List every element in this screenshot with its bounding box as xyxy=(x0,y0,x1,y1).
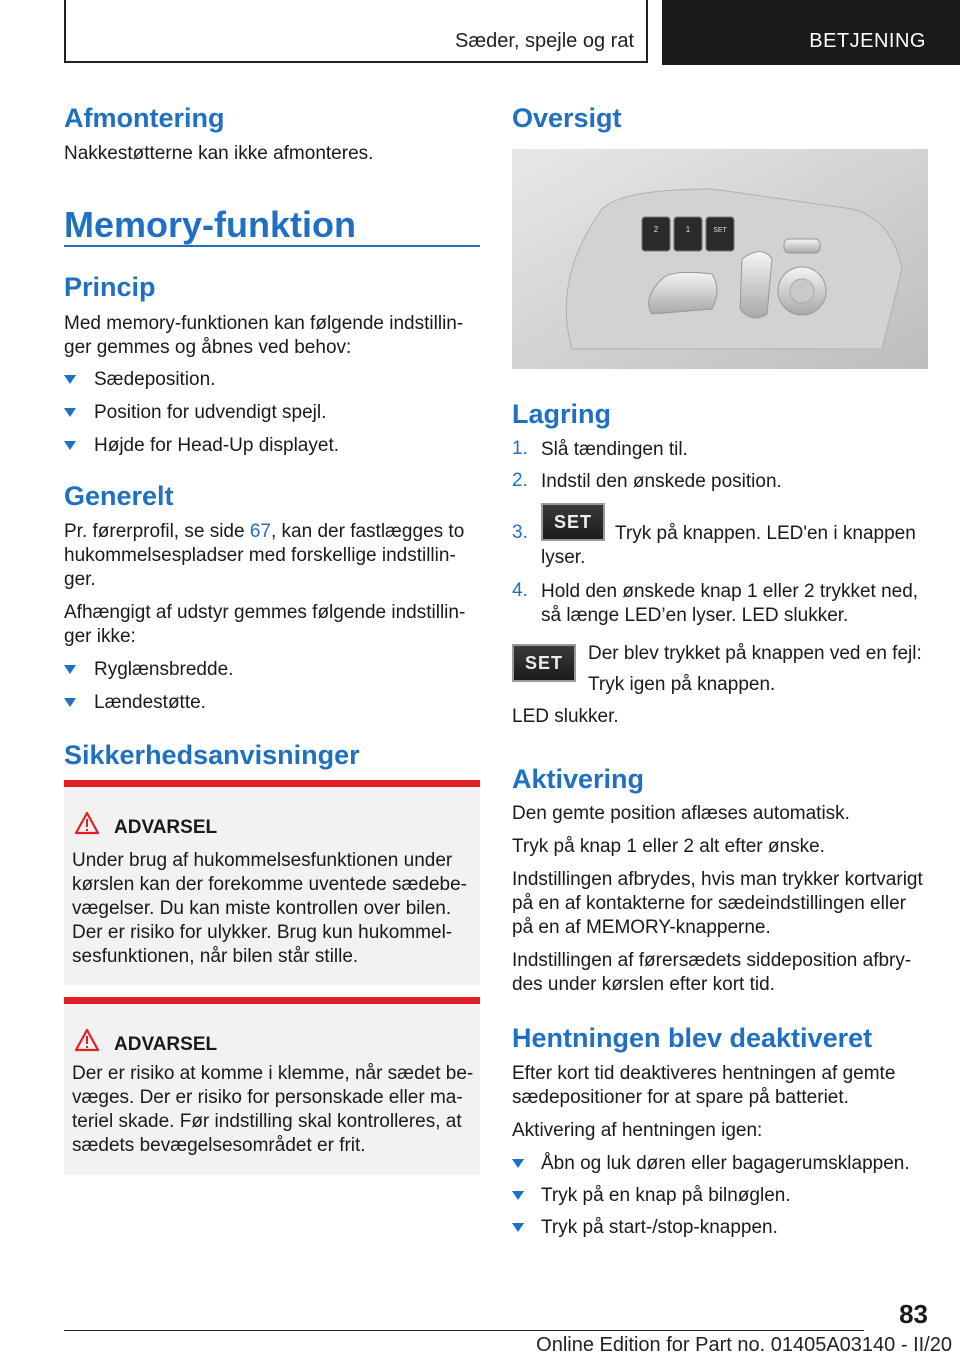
footer-rule xyxy=(64,1330,864,1331)
heading-rule xyxy=(64,245,480,247)
generelt-text-2: hukommelsespladser med forskellige indstillin- xyxy=(64,545,456,566)
section-label: BETJENING xyxy=(809,30,926,52)
bullet-arrow-icon xyxy=(512,1159,524,1168)
aktivering-line: Tryk på knap 1 eller 2 alt efter ønske. xyxy=(512,836,825,857)
step-number: 1. xyxy=(512,438,528,459)
warning-line: sesfunktionen, når bilen står stille. xyxy=(72,946,359,967)
bullet-arrow-icon xyxy=(64,698,76,707)
warning-box xyxy=(64,997,480,1175)
generelt-item: Ryglænsbredde. xyxy=(94,659,234,680)
aktivering-line: Den gemte position aflæses automatisk. xyxy=(512,803,850,824)
aktivering-heading: Aktivering xyxy=(512,764,645,794)
aktivering-line: Indstillingen af førersædets siddeposition afbry- xyxy=(512,950,912,971)
princip-item: Position for udvendigt spejl. xyxy=(94,402,327,423)
page-reference-link[interactable]: 67 xyxy=(249,521,271,542)
deaktiveret-item: Åbn og luk døren eller bagagerumsklappen. xyxy=(541,1153,910,1174)
warning-box xyxy=(64,780,480,985)
memory-button-1-label: 1 xyxy=(685,225,691,234)
chapter-title: Sæder, spejle og rat xyxy=(455,30,634,52)
aktivering-line: på en af kontakterne for sædeindstillingen eller xyxy=(512,893,906,914)
step-number: 4. xyxy=(512,580,528,601)
princip-item: Sædeposition. xyxy=(94,369,216,390)
bullet-arrow-icon xyxy=(64,375,76,384)
warning-line: sædets bevægelsesområdet er frit. xyxy=(72,1135,366,1156)
deaktiveret-line: sædepositioner for at spare på batteriet. xyxy=(512,1087,849,1108)
bullet-arrow-icon xyxy=(512,1191,524,1200)
princip-item: Højde for Head-Up displayet. xyxy=(94,435,339,456)
generelt-text-1b: , kan der fastlægges to xyxy=(270,521,465,542)
set-note-2: Tryk igen på knappen. xyxy=(588,674,776,695)
deaktiveret-line: Aktivering af hentningen igen: xyxy=(512,1120,763,1141)
led-off-text: LED slukker. xyxy=(512,706,619,727)
generelt-text-4: Afhængigt af udstyr gemmes følgende indstillin- xyxy=(64,602,466,623)
bullet-arrow-icon xyxy=(64,665,76,674)
deaktiveret-item: Tryk på en knap på bilnøglen. xyxy=(541,1185,791,1206)
step-text: Hold den ønskede knap 1 eller 2 trykket ned, xyxy=(541,581,919,602)
deaktiveret-item: Tryk på start-/stop-knappen. xyxy=(541,1217,778,1238)
warning-line: Under brug af hukommelsesfunktionen under xyxy=(72,850,453,871)
seat-controls-illustration xyxy=(512,149,928,369)
edition-text: Online Edition for Part no. 01405A03140 - II/20 xyxy=(536,1334,952,1356)
lagring-heading: Lagring xyxy=(512,399,611,429)
aktivering-line: Indstillingen afbrydes, hvis man trykker kortvarigt xyxy=(512,869,923,890)
seat-controls-photo xyxy=(512,149,928,369)
warning-title: ADVARSEL xyxy=(114,1034,218,1055)
step-number: 3. xyxy=(512,522,528,543)
princip-text-1: Med memory-funktionen kan følgende indstillin- xyxy=(64,313,464,334)
set-button-text: SET xyxy=(553,512,592,532)
step-text: Tryk på knappen. LED'en i knappen xyxy=(615,523,916,544)
memory-heading: Memory-funktion xyxy=(64,204,356,245)
header-section-tab[interactable] xyxy=(662,0,960,65)
warning-line: teriel skade. Før indstilling skal kontrolleres, at xyxy=(72,1111,462,1132)
bullet-arrow-icon xyxy=(64,441,76,450)
step-text-cont: lyser. xyxy=(541,547,586,568)
oversigt-heading: Oversigt xyxy=(512,103,622,133)
generelt-text-1 xyxy=(64,520,464,544)
aktivering-line: des under kørslen efter kort tid. xyxy=(512,974,775,995)
princip-heading: Princip xyxy=(64,272,156,302)
page-number: 83 xyxy=(899,1299,928,1329)
warning-triangle-icon xyxy=(74,1028,100,1052)
generelt-text-5: ger ikke: xyxy=(64,626,136,647)
generelt-item: Lændestøtte. xyxy=(94,692,206,713)
bullet-arrow-icon xyxy=(64,408,76,417)
warning-title: ADVARSEL xyxy=(114,817,218,838)
memory-button-2-label: 2 xyxy=(653,225,659,234)
set-note-1: Der blev trykket på knappen ved en fejl: xyxy=(588,643,922,664)
afmontering-text: Nakkestøtterne kan ikke afmonteres. xyxy=(64,143,374,164)
sikkerhed-heading: Sikkerhedsanvisninger xyxy=(64,740,360,770)
warning-line: vægelser. Du kan miste kontrollen over bilen. xyxy=(72,898,452,919)
deaktiveret-heading: Hentningen blev deaktiveret xyxy=(512,1023,873,1053)
afmontering-heading: Afmontering xyxy=(64,103,225,133)
warning-line: kørslen kan der forekomme uventede sædebe- xyxy=(72,874,467,895)
set-button-icon xyxy=(512,644,576,682)
princip-text-2: ger gemmes og åbnes ved behov: xyxy=(64,337,352,358)
aktivering-line: på en af MEMORY-knapperne. xyxy=(512,917,771,938)
generelt-heading: Generelt xyxy=(64,481,174,511)
step-text-cont: så længe LED’en lyser. LED slukker. xyxy=(541,605,849,626)
warning-line: væges. Der er risiko for personskade eller ma- xyxy=(72,1087,463,1108)
step-text: Indstil den ønskede position. xyxy=(541,471,782,492)
bullet-arrow-icon xyxy=(512,1223,524,1232)
generelt-text-1a: Pr. førerprofil, se side xyxy=(64,521,250,542)
warning-triangle-icon xyxy=(74,811,100,835)
generelt-text-3: ger. xyxy=(64,569,96,590)
set-button-icon xyxy=(541,503,605,541)
set-button-text: SET xyxy=(524,653,563,673)
set-button-label: SET xyxy=(713,227,727,234)
warning-line: Der er risiko at komme i klemme, når sædet be- xyxy=(72,1063,474,1084)
step-text: Slå tændingen til. xyxy=(541,439,688,460)
header-chapter-box xyxy=(64,0,648,63)
deaktiveret-line: Efter kort tid deaktiveres hentningen af gemte xyxy=(512,1063,896,1084)
step-number: 2. xyxy=(512,470,528,491)
warning-line: Der er risiko for ulykker. Brug kun hukommel- xyxy=(72,922,453,943)
